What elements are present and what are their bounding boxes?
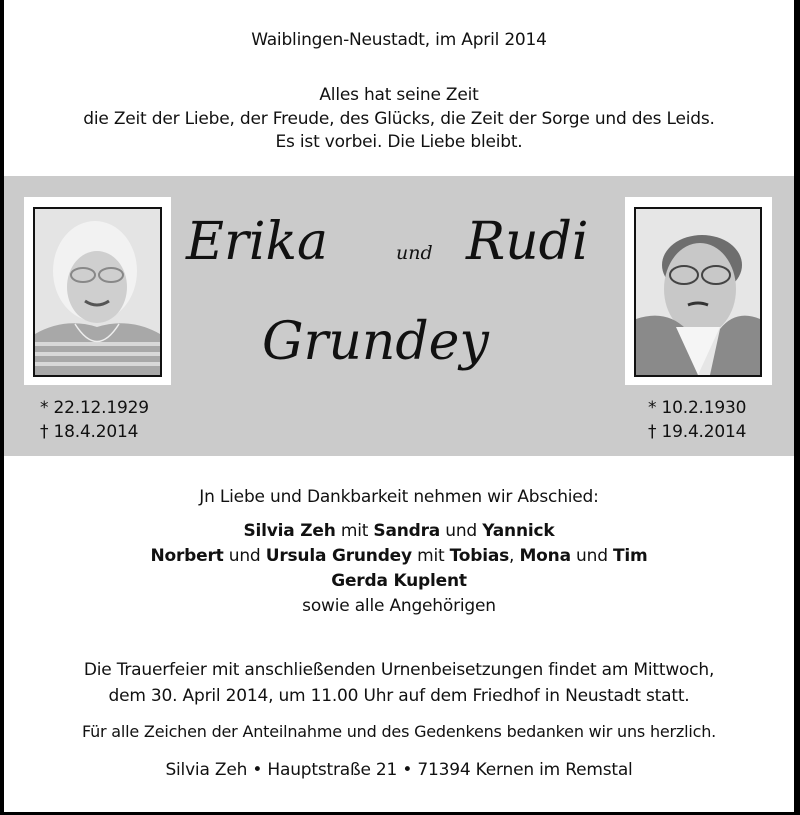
thanks-note: Für alle Zeichen der Anteilnahme und des Gedenkens bedanken wir uns herzlich. xyxy=(81,722,717,741)
birth-date: * 10.2.1930 xyxy=(648,398,747,418)
mourners-line-1: Silvia Zeh mit Sandra und Yannick xyxy=(243,521,555,541)
quote-line: Es ist vorbei. Die Liebe bleibt. xyxy=(275,132,523,152)
portrait-photo-man-icon xyxy=(634,207,762,377)
obituary-notice xyxy=(4,0,794,812)
place-date: Waiblingen-Neustadt, im April 2014 xyxy=(251,30,547,50)
death-date: † 19.4.2014 xyxy=(648,422,747,442)
surname: Grundey xyxy=(262,312,489,372)
quote-line: Alles hat seine Zeit xyxy=(319,85,479,105)
photo-frame-rudi xyxy=(625,197,772,385)
ceremony-line: Die Trauerfeier mit anschließenden Urnenbeisetzungen findet am Mittwoch, xyxy=(83,660,715,680)
death-date: † 18.4.2014 xyxy=(40,422,139,442)
mourners-line-3: Gerda Kuplent xyxy=(331,571,467,591)
dates-erika xyxy=(40,396,149,444)
photo-frame-erika xyxy=(24,197,171,385)
ceremony-info xyxy=(4,657,794,709)
connector-und: und xyxy=(396,242,433,264)
contact-address: Silvia Zeh • Hauptstraße 21 • 71394 Kernen im Remstal xyxy=(165,760,633,780)
birth-date: * 22.12.1929 xyxy=(40,398,149,418)
ceremony-line: dem 30. April 2014, um 11.00 Uhr auf dem Friedhof in Neustadt statt. xyxy=(108,686,690,706)
names-band xyxy=(4,176,794,456)
portrait-photo-woman-icon xyxy=(33,207,162,377)
dates-rudi xyxy=(648,396,746,444)
mourners-line-2: Norbert und Ursula Grundey mit Tobias, Mona und Tim xyxy=(150,546,648,566)
quote xyxy=(4,84,794,155)
mourners-line-4: sowie alle Angehörigen xyxy=(302,596,496,616)
first-name-rudi: Rudi xyxy=(466,212,589,272)
quote-line: die Zeit der Liebe, der Freude, des Glücks, die Zeit der Sorge und des Leids. xyxy=(83,108,715,129)
farewell-intro: Jn Liebe und Dankbarkeit nehmen wir Abschied: xyxy=(199,487,599,507)
mourners-list xyxy=(4,519,794,619)
first-name-erika: Erika xyxy=(186,212,328,272)
